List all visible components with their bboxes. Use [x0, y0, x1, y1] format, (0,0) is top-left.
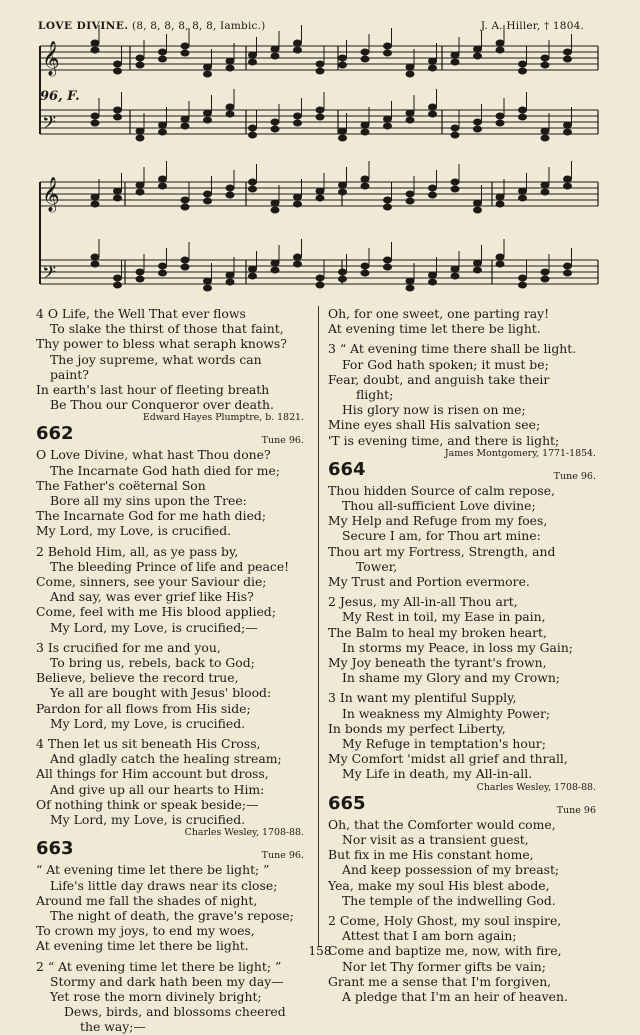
note-head: [361, 176, 369, 182]
verse-line: 4 Then let us sit beneath His Cross,: [36, 736, 261, 752]
note-head: [204, 191, 212, 197]
note-head: [541, 135, 549, 141]
verse-line: His glory now is risen on me;: [342, 402, 526, 418]
note-head: [406, 285, 414, 291]
note-head: [429, 104, 437, 110]
verse-line: Of nothing think or speak beside;—: [36, 796, 259, 812]
note-head: [91, 201, 99, 207]
note-head: [496, 113, 504, 119]
verse-line: Ye all are bought with Jesus' blood:: [50, 685, 272, 701]
note-head: [451, 125, 459, 131]
verse-line: In bonds my perfect Liberty,: [328, 720, 506, 736]
note-head: [361, 183, 369, 189]
note-head: [474, 260, 482, 266]
verse-line: 2 Jesus, my All-in-all Thou art,: [328, 594, 518, 610]
verse-line: 4 O Life, the Well That ever flows: [36, 306, 246, 321]
note-head: [159, 176, 167, 182]
verse-line: Yet rose the morn divinely bright;: [50, 988, 262, 1004]
verse-line: For God hath spoken; it must be;: [342, 356, 549, 372]
note-head: [181, 204, 189, 210]
note-head: [136, 135, 144, 141]
note-head: [406, 198, 414, 204]
verse-line: The night of death, the grave's repose;: [50, 907, 294, 923]
hymn-text: [36, 447, 304, 827]
note-head: [159, 56, 167, 62]
note-head: [91, 113, 99, 119]
verse-line: Thou hidden Source of calm repose,: [328, 482, 555, 498]
note-head: [564, 56, 572, 62]
note-head: [519, 114, 527, 120]
verse-line: O Love Divine, what hast Thou done?: [36, 447, 271, 463]
note-head: [91, 254, 99, 260]
note-head: [496, 47, 504, 53]
note-head: [384, 116, 392, 122]
note-head: [406, 278, 414, 284]
note-head: [384, 264, 392, 270]
verse-line: 3 “ At evening time there shall be light.: [328, 341, 577, 357]
note-head: [159, 49, 167, 55]
note-head: [204, 110, 212, 116]
note-head: [384, 123, 392, 129]
note-head: [496, 194, 504, 200]
note-head: [271, 53, 279, 59]
note-head: [114, 61, 122, 67]
verse-line: My Lord, my Love, is crucified;—: [50, 619, 258, 635]
note-head: [294, 113, 302, 119]
note-head: [226, 111, 234, 117]
note-head: [271, 207, 279, 213]
note-head: [406, 64, 414, 70]
verse-line: Thou art my Fortress, Strength, and: [328, 543, 556, 559]
verse-line: My Trust and Portion evermore.: [328, 574, 530, 590]
verse-line: 'T is evening time, and there is light;: [328, 432, 560, 448]
note-head: [249, 132, 257, 138]
note-head: [294, 40, 302, 46]
verse-line: Oh, that the Comforter would come,: [328, 816, 556, 832]
tune-reference: Tune 96: [556, 804, 596, 816]
hymn-header: [36, 423, 304, 447]
note-head: [339, 55, 347, 61]
note-head: [204, 117, 212, 123]
verse-line: And gladly catch the healing stream;: [50, 751, 282, 767]
hymn-header: [328, 458, 596, 483]
note-head: [204, 278, 212, 284]
note-head: [474, 207, 482, 213]
note-head: [181, 116, 189, 122]
note-head: [429, 65, 437, 71]
note-head: [91, 47, 99, 53]
note-head: [136, 276, 144, 282]
note-head: [339, 276, 347, 282]
note-head: [294, 194, 302, 200]
note-head: [519, 195, 527, 201]
verse-line: At evening time let there be light.: [36, 938, 249, 954]
note-head: [361, 56, 369, 62]
verse-line: My Life in death, my All-in-all.: [342, 766, 533, 782]
note-head: [114, 114, 122, 120]
note-head: [339, 269, 347, 275]
note-head: [406, 110, 414, 116]
note-head: [159, 183, 167, 189]
note-head: [496, 261, 504, 267]
verse-line: Life's little day draws near its close;: [50, 877, 278, 893]
verse-line: Come and baptize me, now, with fire,: [328, 943, 562, 959]
note-head: [316, 61, 324, 67]
note-head: [474, 200, 482, 206]
hymn-number: 663: [36, 838, 74, 860]
note-head: [249, 179, 257, 185]
hymn-number: 665: [328, 792, 366, 814]
note-head: [159, 270, 167, 276]
note-head: [496, 40, 504, 46]
note-head: [316, 68, 324, 74]
note-head: [339, 62, 347, 68]
note-head: [564, 270, 572, 276]
note-head: [564, 183, 572, 189]
note-head: [339, 189, 347, 195]
note-head: [91, 120, 99, 126]
hymn-header: [328, 792, 596, 817]
verse-line: My Lord, my Love, is crucified.: [50, 715, 246, 731]
note-head: [181, 264, 189, 270]
note-head: [451, 186, 459, 192]
note-head: [271, 267, 279, 273]
tune-name: LOVE DIVINE.: [38, 20, 129, 32]
note-head: [564, 49, 572, 55]
note-head: [249, 125, 257, 131]
tune-reference: Tune 96.: [553, 470, 596, 482]
verse-line: My Help and Refuge from my foes,: [328, 513, 548, 529]
note-head: [226, 185, 234, 191]
note-head: [361, 49, 369, 55]
verse-line: My Refuge in temptation's hour;: [342, 736, 546, 752]
verse-line: My Joy beneath the tyrant's frown,: [328, 655, 547, 671]
verse-line: The temple of the indwelling God.: [342, 892, 556, 908]
verse-line: Come, feel with me His blood applied;: [36, 604, 276, 620]
verse-line: The Incarnate God hath died for me;: [50, 462, 281, 478]
note-head: [271, 119, 279, 125]
note-head: [541, 276, 549, 282]
note-head: [451, 273, 459, 279]
verse-line: Yea, make my soul His blest abode,: [328, 877, 550, 893]
note-head: [316, 275, 324, 281]
verse-line: Come, sinners, see your Saviour die;: [36, 574, 267, 590]
bass-clef: 𝄢: [42, 113, 57, 138]
note-head: [429, 185, 437, 191]
note-head: [496, 120, 504, 126]
author-credit: James Montgomery, 1771-1854.: [444, 447, 596, 459]
note-head: [91, 261, 99, 267]
note-head: [226, 65, 234, 71]
verse-line: Tower,: [356, 558, 398, 574]
note-head: [429, 279, 437, 285]
verse-line: All things for Him account but dross,: [36, 766, 269, 782]
verse-line: flight;: [356, 387, 394, 403]
note-head: [451, 179, 459, 185]
verse-line: My Comfort 'midst all grief and thrall,: [328, 751, 568, 767]
note-head: [496, 254, 504, 260]
note-head: [316, 107, 324, 113]
note-head: [541, 62, 549, 68]
verse-line: Around me fall the shades of night,: [36, 892, 258, 908]
tune-number-key: 96, F.: [40, 89, 80, 104]
verse-line: To slake the thirst of those that faint,: [50, 321, 284, 337]
treble-clef: 𝄞: [42, 177, 60, 212]
verse-line: In storms my Peace, in loss my Gain;: [342, 639, 573, 655]
note-head: [271, 126, 279, 132]
note-head: [429, 58, 437, 64]
note-head: [451, 132, 459, 138]
note-head: [114, 107, 122, 113]
verse-line: paint?: [50, 366, 89, 382]
note-head: [451, 59, 459, 65]
note-head: [249, 273, 257, 279]
verse-line: My Lord, my Love, is crucified.: [36, 523, 232, 539]
note-head: [406, 117, 414, 123]
note-head: [114, 68, 122, 74]
note-head: [474, 267, 482, 273]
note-head: [384, 50, 392, 56]
note-head: [316, 282, 324, 288]
note-head: [519, 188, 527, 194]
bass-clef: 𝄢: [42, 263, 57, 288]
verse-line: My Lord, my Love, is crucified.: [50, 812, 246, 828]
note-head: [181, 123, 189, 129]
note-head: [136, 189, 144, 195]
note-head: [204, 198, 212, 204]
verse-line: Pardon for all flows from His side;: [36, 700, 251, 716]
right-column: [328, 306, 596, 1004]
note-head: [361, 122, 369, 128]
verse-line: Attest that I am born again;: [342, 928, 517, 944]
note-head: [91, 194, 99, 200]
verse-line: the way;—: [80, 1019, 146, 1035]
verse-line: A pledge that I'm an heir of heaven.: [342, 988, 568, 1004]
note-head: [316, 114, 324, 120]
note-head: [316, 188, 324, 194]
note-head: [159, 129, 167, 135]
note-head: [249, 266, 257, 272]
note-head: [181, 50, 189, 56]
author-credit: Edward Hayes Plumptre, b. 1821.: [142, 412, 304, 424]
note-head: [294, 47, 302, 53]
tune-reference: Tune 96.: [261, 435, 304, 447]
note-head: [451, 52, 459, 58]
note-head: [294, 254, 302, 260]
note-head: [136, 128, 144, 134]
note-head: [136, 55, 144, 61]
hymn-number: 664: [328, 458, 366, 480]
tune-reference: Tune 96.: [261, 850, 304, 862]
page-number: 158: [308, 944, 332, 958]
note-head: [519, 275, 527, 281]
note-head: [541, 182, 549, 188]
hymn-header: [36, 838, 304, 862]
note-head: [406, 191, 414, 197]
hymn-number: 662: [36, 423, 74, 445]
hymn-text: [328, 817, 596, 1004]
verse-line: 2 Come, Holy Ghost, my soul inspire,: [328, 912, 562, 928]
verse-line: 3 In want my plentiful Supply,: [328, 690, 517, 706]
verse-line: In weakness my Almighty Power;: [342, 705, 551, 721]
composer: J. A. Hiller, † 1804.: [480, 20, 584, 32]
note-head: [226, 272, 234, 278]
note-head: [361, 263, 369, 269]
note-head: [496, 201, 504, 207]
note-head: [114, 188, 122, 194]
note-head: [114, 275, 122, 281]
verse-line: Mine eyes shall His salvation see;: [328, 417, 541, 433]
note-head: [249, 52, 257, 58]
note-head: [114, 195, 122, 201]
note-head: [114, 282, 122, 288]
note-head: [339, 128, 347, 134]
verse-line: The Incarnate God for me hath died;: [36, 508, 267, 524]
verse-line: Nor let Thy former gifts be vain;: [342, 958, 546, 974]
verse-line: Thy power to bless what seraph knows?: [36, 336, 287, 352]
verse-line: My Rest in toil, my Ease in pain,: [342, 609, 546, 625]
verse-line: Bore all my sins upon the Tree:: [50, 493, 247, 509]
note-head: [181, 197, 189, 203]
note-head: [249, 186, 257, 192]
verse-line: The Balm to heal my broken heart,: [328, 624, 547, 640]
verse-line: Oh, for one sweet, one parting ray!: [328, 306, 550, 321]
note-head: [564, 176, 572, 182]
note-head: [339, 135, 347, 141]
verse-line: And keep possession of my breast;: [342, 862, 560, 878]
hymn-continuation: [36, 306, 304, 412]
note-head: [361, 270, 369, 276]
treble-clef: 𝄞: [42, 41, 60, 76]
note-head: [429, 111, 437, 117]
note-head: [406, 71, 414, 77]
note-head: [136, 182, 144, 188]
verse-line: Thou all-sufficient Love divine;: [342, 498, 536, 514]
verse-line: Be Thou our Conqueror over death.: [50, 397, 274, 413]
note-head: [361, 129, 369, 135]
note-head: [519, 61, 527, 67]
verse-line: Stormy and dark hath been my day—: [50, 973, 284, 989]
verse-line: Grant me a sense that I'm forgiven,: [328, 973, 552, 989]
author-credit: Charles Wesley, 1708-88.: [184, 827, 304, 839]
note-head: [226, 58, 234, 64]
note-head: [474, 46, 482, 52]
note-head: [339, 182, 347, 188]
verse-line: 3 Is crucified for me and you,: [36, 639, 221, 655]
note-head: [316, 195, 324, 201]
note-head: [136, 269, 144, 275]
verse-line: To bring us, rebels, back to God;: [50, 655, 255, 671]
note-head: [91, 40, 99, 46]
verse-line: But fix in me His constant home,: [328, 847, 534, 863]
verse-line: 2 Behold Him, all, as ye pass by,: [36, 543, 239, 559]
hymn-text: [328, 483, 596, 782]
hymn-continuation: [328, 306, 596, 448]
note-head: [474, 126, 482, 132]
author-credit: Charles Wesley, 1708-88.: [476, 781, 596, 793]
note-head: [294, 201, 302, 207]
verse-line: And say, was ever grief like His?: [50, 589, 254, 605]
note-head: [271, 260, 279, 266]
note-head: [136, 62, 144, 68]
verse-line: In shame my Glory and my Crown;: [342, 670, 560, 686]
note-head: [519, 107, 527, 113]
verse-line: The bleeding Prince of life and peace!: [50, 558, 290, 574]
note-head: [541, 269, 549, 275]
note-head: [181, 257, 189, 263]
note-head: [226, 279, 234, 285]
note-head: [271, 46, 279, 52]
note-head: [226, 104, 234, 110]
verse-line: In earth's last hour of fleeting breath: [36, 382, 270, 398]
verse-line: 2 “ At evening time let there be light; ”: [36, 958, 282, 974]
music-score: [0, 0, 640, 306]
note-head: [204, 64, 212, 70]
verse-line: Fear, doubt, and anguish take their: [328, 371, 550, 387]
note-head: [519, 68, 527, 74]
verse-line: And give up all our hearts to Him:: [50, 781, 265, 797]
verse-line: Secure I am, for Thou art mine:: [342, 528, 541, 544]
column-divider: [318, 306, 319, 946]
note-head: [204, 285, 212, 291]
note-head: [519, 282, 527, 288]
note-head: [181, 43, 189, 49]
note-head: [249, 59, 257, 65]
verse-line: To crown my joys, to end my woes,: [36, 923, 255, 939]
note-head: [294, 120, 302, 126]
verse-line: The Father's coëternal Son: [36, 477, 206, 493]
verse-line: Dews, birds, and blossoms cheered: [64, 1004, 286, 1020]
verse-line: Nor visit as a transient guest,: [342, 831, 529, 847]
note-head: [474, 119, 482, 125]
left-column: [36, 306, 304, 1035]
note-head: [384, 204, 392, 210]
note-head: [226, 192, 234, 198]
verse-line: The joy supreme, what words can: [50, 351, 262, 367]
note-head: [474, 53, 482, 59]
note-head: [159, 263, 167, 269]
note-head: [564, 122, 572, 128]
note-head: [204, 71, 212, 77]
verse-line: “ At evening time let there be light; ”: [36, 862, 270, 878]
note-head: [541, 189, 549, 195]
note-head: [384, 257, 392, 263]
note-head: [384, 43, 392, 49]
note-head: [451, 266, 459, 272]
note-head: [429, 192, 437, 198]
verse-line: At evening time let there be light.: [328, 321, 541, 337]
tune-meter: (8, 8, 8, 8, 8, 8, Iambic.): [132, 20, 266, 32]
note-head: [564, 129, 572, 135]
note-head: [541, 55, 549, 61]
note-head: [294, 261, 302, 267]
note-head: [564, 263, 572, 269]
verse-line: Believe, believe the record true,: [36, 670, 239, 686]
note-head: [271, 200, 279, 206]
note-head: [159, 122, 167, 128]
note-head: [384, 197, 392, 203]
note-head: [541, 128, 549, 134]
note-head: [429, 272, 437, 278]
